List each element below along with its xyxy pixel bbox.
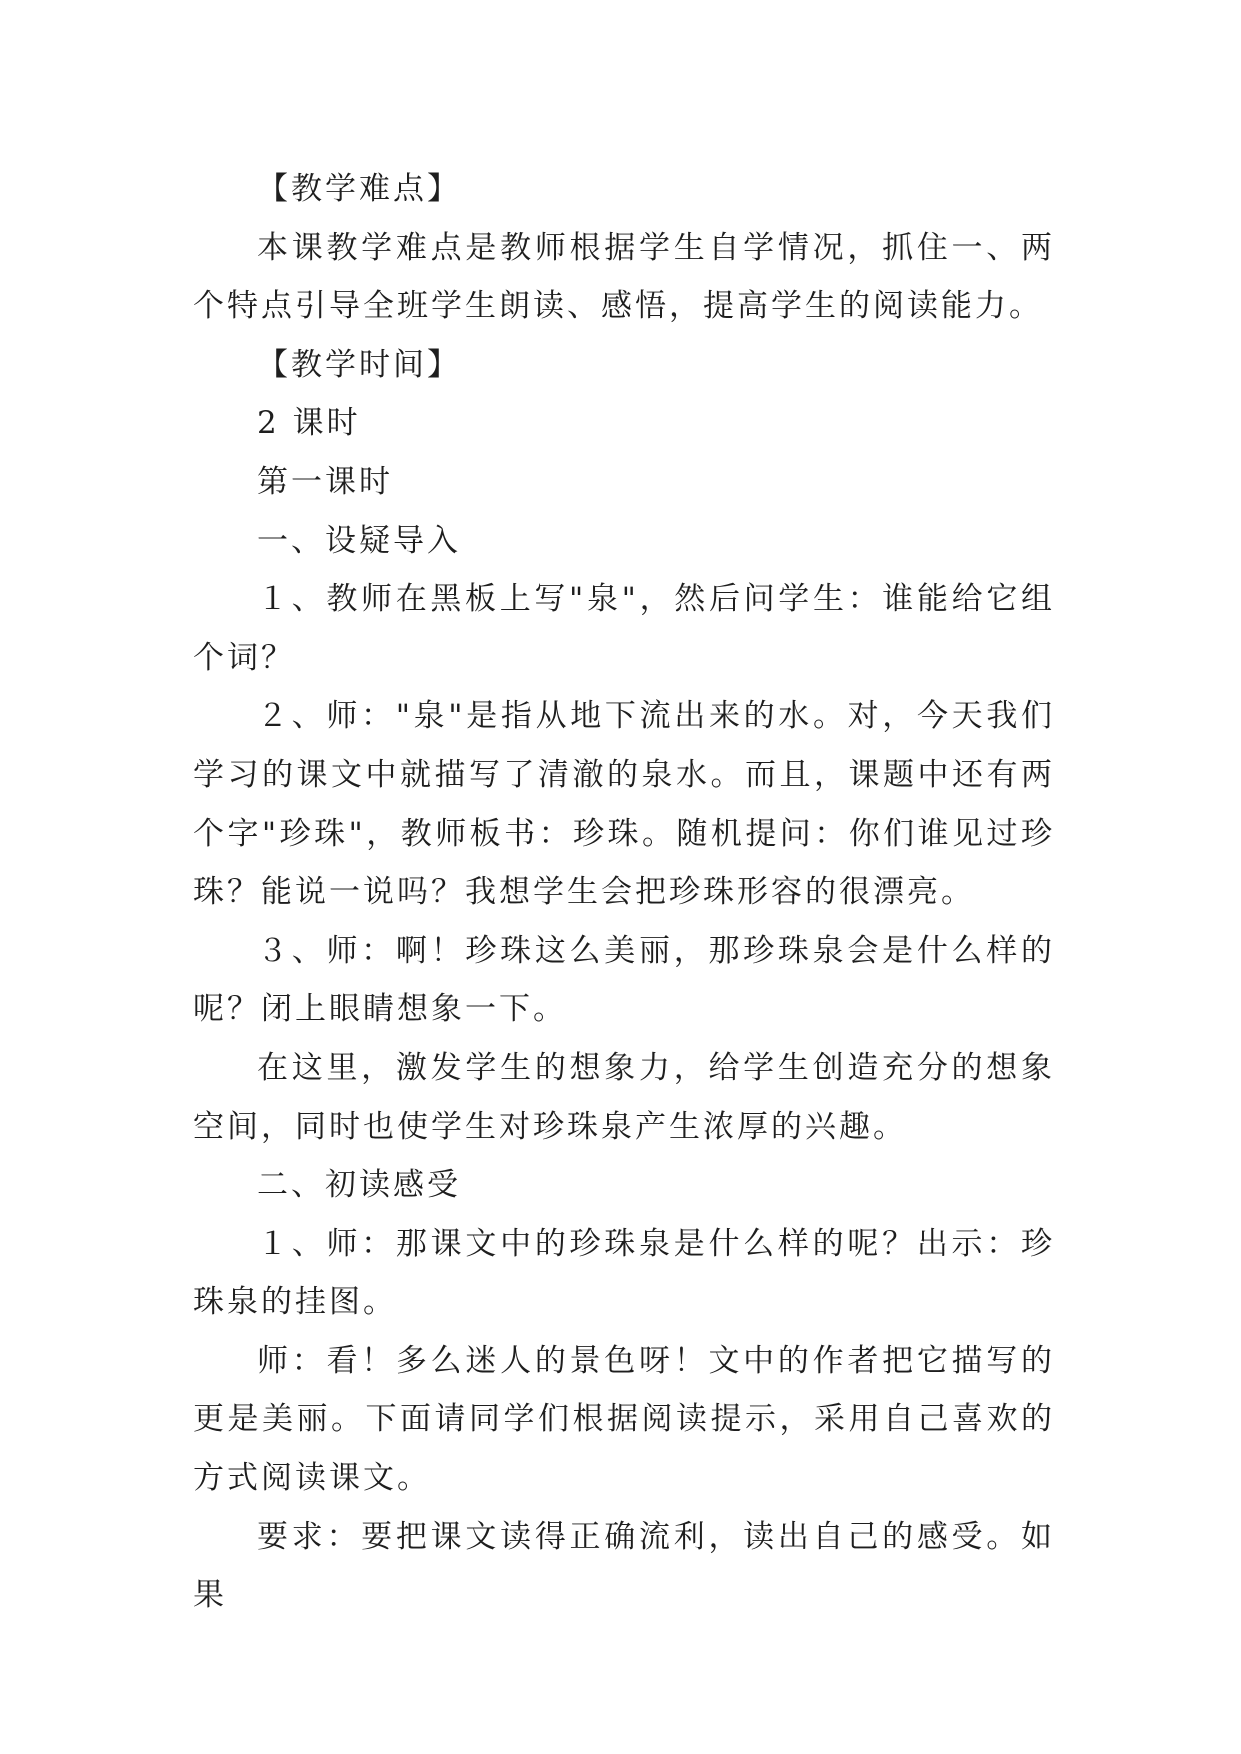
paragraph-commentary: 在这里，激发学生的想象力，给学生创造充分的想象空间，同时也使学生对珍珠泉产生浓厚的兴趣。 bbox=[193, 1049, 1055, 1145]
heading-teaching-difficulty: 【教学难点】 bbox=[257, 171, 461, 207]
paragraph-step-2: ２、师："泉"是指从地下流出来的水。对，今天我们学习的课文中就描写了清澈的泉水。而且，课题中还有两个字"珍珠"，教师板书：珍珠。随机提问：你们谁见过珍珠？能说一说吗？我想学生会把珍珠形容的很漂亮。 bbox=[193, 698, 1055, 911]
paragraph-step-1: １、教师在黑板上写"泉"，然后问学生：谁能给它组个词？ bbox=[193, 581, 1055, 676]
heading-first-lesson: 第一课时 bbox=[257, 463, 393, 500]
paragraph-difficulty-description: 本课教学难点是教师根据学生自学情况，抓住一、两个特点引导全班学生朗读、感悟，提高学生的阅读能力。 bbox=[193, 229, 1055, 325]
paragraph-step-3: ３、师：啊！珍珠这么美丽，那珍珠泉会是什么样的呢？闭上眼睛想象一下。 bbox=[193, 932, 1055, 1028]
section-heading-introduction: 一、设疑导入 bbox=[257, 522, 461, 559]
document-body bbox=[193, 160, 1055, 1625]
paragraph-reading-step-1: １、师：那课文中的珍珠泉是什么样的呢？出示：珍珠泉的挂图。 bbox=[193, 1225, 1055, 1321]
paragraph-requirements: 要求：要把课文读得正确流利，读出自己的感受。如果 bbox=[193, 1518, 1055, 1614]
section-heading-first-reading: 二、初读感受 bbox=[257, 1167, 461, 1204]
paragraph-teacher-remark: 师：看！多么迷人的景色呀！文中的作者把它描写的更是美丽。下面请同学们根据阅读提示，采用自己喜欢的方式阅读课文。 bbox=[193, 1342, 1055, 1497]
paragraph-lesson-count: 2 课时 bbox=[257, 405, 361, 442]
heading-teaching-time: 【教学时间】 bbox=[257, 346, 461, 383]
